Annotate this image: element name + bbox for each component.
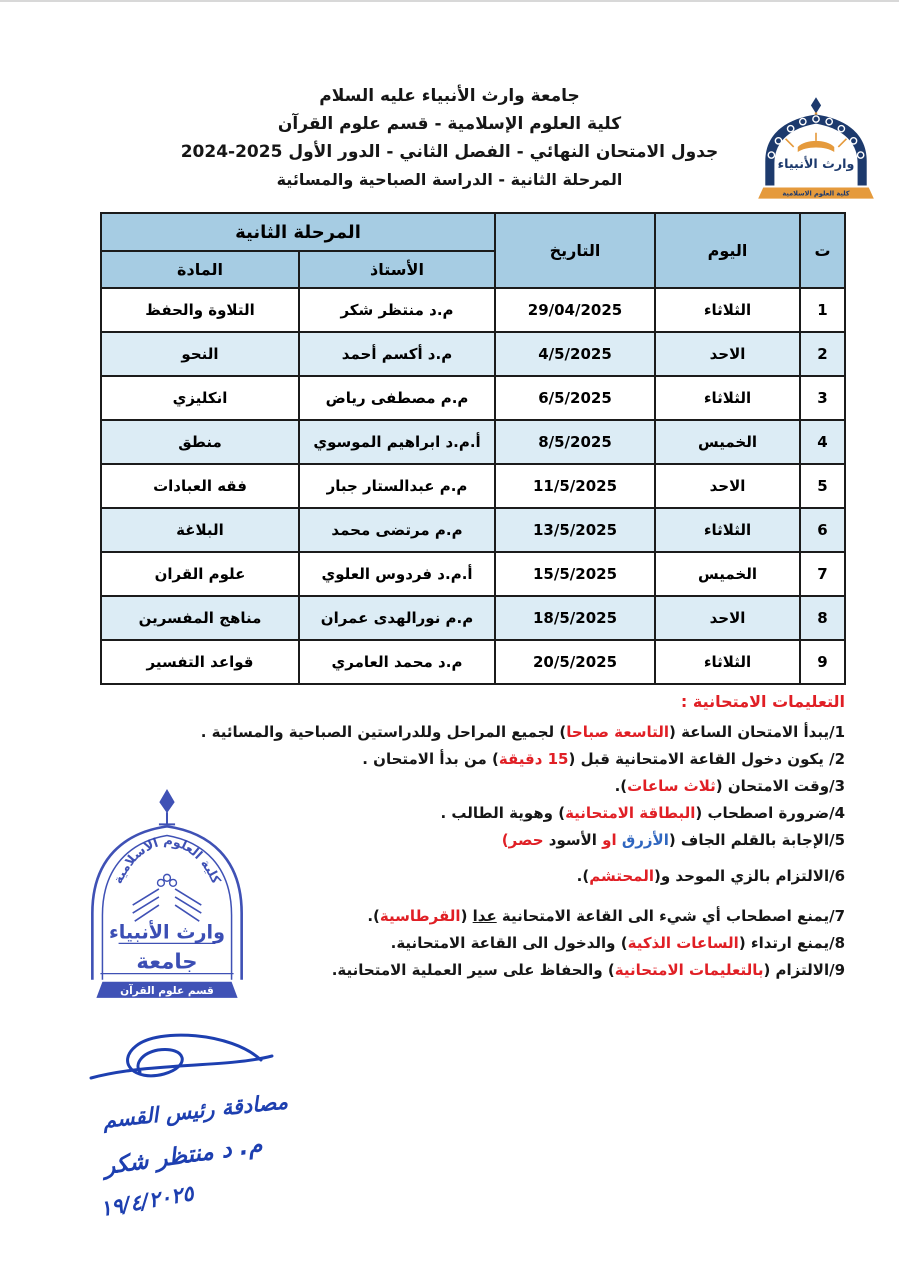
table-row [101, 464, 845, 508]
cell-num: 6 [800, 508, 845, 552]
cell-num: 1 [800, 288, 845, 332]
column-header-day: اليوم [655, 213, 800, 288]
cell-day: الثلاثاء [655, 640, 800, 684]
cell-professor: م.م عبدالستار جبار [299, 464, 495, 508]
table-row [101, 288, 845, 332]
instruction-item: 8/يمنع ارتداء (الساعات الذكية) والدخول الى القاعة الامتحانية. [390, 934, 845, 952]
column-header-date: التاريخ [495, 213, 655, 288]
table-row [101, 508, 845, 552]
table-row [101, 332, 845, 376]
cell-date: 8/5/2025 [495, 420, 655, 464]
column-header-professor: الأستاذ [299, 251, 495, 288]
cell-professor: م.م مصطفى رياض [299, 376, 495, 420]
cell-date: 11/5/2025 [495, 464, 655, 508]
stage-header: المرحلة الثانية [101, 213, 495, 251]
cell-professor: م.د أكسم أحمد [299, 332, 495, 376]
cell-day: الثلاثاء [655, 376, 800, 420]
stamp-calligraphy: وارث الأنبياء [108, 920, 226, 944]
logo-calligraphy: وارث الأنبياء [777, 156, 855, 172]
cell-num: 2 [800, 332, 845, 376]
university-emblem-icon [745, 94, 887, 206]
signature-line-date: ١٩/٤/٢٠٢٥ [98, 1181, 196, 1222]
cell-num: 4 [800, 420, 845, 464]
instruction-item: 5/الإجابة بالقلم الجاف (الأزرق او الأسود حصر) [501, 831, 845, 849]
cell-num: 7 [800, 552, 845, 596]
cell-num: 5 [800, 464, 845, 508]
cell-subject: فقه العبادات [101, 464, 299, 508]
instruction-item: 7/يمنع اصطحاب أي شيء الى القاعة الامتحانية عدا (القرطاسية). [367, 907, 845, 925]
cell-subject: علوم القران [101, 552, 299, 596]
signature-line-name: م. د منتظر شكر [102, 1132, 264, 1181]
column-header-number: ت [800, 213, 845, 288]
cell-num: 3 [800, 376, 845, 420]
scan-artifact-line [0, 0, 899, 2]
table-row [101, 640, 845, 684]
department-stamp [66, 784, 268, 1014]
table-row [101, 420, 845, 464]
table-row [101, 552, 845, 596]
university-name: جامعة وارث الأنبياء عليه السلام [319, 86, 580, 106]
instruction-item: 2/ يكون دخول القاعة الامتحانية قبل (15 دقيقة) من بدأ الامتحان . [362, 750, 845, 768]
instruction-item: 6/الالتزام بالزي الموحد و(المحتشم). [576, 867, 845, 885]
stamp-jamia-text: جامعة [136, 948, 198, 974]
stamp-emblem-icon [66, 784, 268, 1014]
instruction-item: 9/الالتزام (بالتعليمات الامتحانية) والحفاظ على سير العملية الامتحانية. [331, 961, 845, 979]
cell-day: الثلاثاء [655, 508, 800, 552]
cell-professor: أ.م.د فردوس العلوي [299, 552, 495, 596]
cell-professor: م.م نورالهدى عمران [299, 596, 495, 640]
cell-subject: التلاوة والحفظ [101, 288, 299, 332]
cell-day: الخميس [655, 552, 800, 596]
stamp-arc-text: كلية العلوم الاسلامية [109, 832, 225, 886]
signature-line-approval: مصادقة رئيس القسم [101, 1089, 289, 1133]
cell-subject: انكليزي [101, 376, 299, 420]
cell-day: الاحد [655, 464, 800, 508]
university-logo [745, 94, 887, 206]
instructions-title: التعليمات الامتحانية : [680, 692, 845, 711]
cell-date: 18/5/2025 [495, 596, 655, 640]
cell-date: 29/04/2025 [495, 288, 655, 332]
signature-block [36, 1020, 328, 1225]
cell-professor: م.م مرتضى محمد [299, 508, 495, 552]
cell-day: الخميس [655, 420, 800, 464]
table-row [101, 376, 845, 420]
column-header-subject: المادة [101, 251, 299, 288]
college-department: كلية العلوم الإسلامية - قسم علوم القرآن [277, 114, 622, 134]
exam-schedule-table [100, 212, 846, 685]
cell-subject: منطق [101, 420, 299, 464]
cell-subject: البلاغة [101, 508, 299, 552]
cell-date: 20/5/2025 [495, 640, 655, 684]
instruction-item: 4/ضرورة اصطحاب (البطاقة الامتحانية) وهوية الطالب . [440, 804, 845, 822]
cell-num: 9 [800, 640, 845, 684]
cell-subject: مناهج المفسرين [101, 596, 299, 640]
cell-professor: م.د محمد العامري [299, 640, 495, 684]
stage-study-line: المرحلة الثانية - الدراسة الصباحية والمسائية [276, 170, 623, 189]
cell-day: الاحد [655, 332, 800, 376]
cell-subject: قواعد التفسير [101, 640, 299, 684]
cell-date: 6/5/2025 [495, 376, 655, 420]
cell-day: الثلاثاء [655, 288, 800, 332]
cell-subject: النحو [101, 332, 299, 376]
logo-banner-text: كلية العلوم الاسلامية [782, 189, 850, 198]
cell-num: 8 [800, 596, 845, 640]
table-row [101, 596, 845, 640]
signature-icon [36, 1020, 328, 1225]
schedule-table-body [101, 288, 845, 684]
stamp-banner-text: قسم علوم القرآن [120, 984, 214, 997]
cell-date: 15/5/2025 [495, 552, 655, 596]
instruction-item: 3/وقت الامتحان (ثلاث ساعات). [614, 777, 845, 795]
cell-day: الاحد [655, 596, 800, 640]
schedule-title: جدول الامتحان النهائي - الفصل الثاني - الدور الأول 2025-2024 [180, 142, 719, 162]
cell-date: 13/5/2025 [495, 508, 655, 552]
cell-professor: أ.م.د ابراهيم الموسوي [299, 420, 495, 464]
cell-date: 4/5/2025 [495, 332, 655, 376]
cell-professor: م.د منتظر شكر [299, 288, 495, 332]
instruction-item: 1/يبدأ الامتحان الساعة (التاسعة صباحا) لجميع المراحل وللدراستين الصباحية والمسائية . [200, 723, 845, 741]
